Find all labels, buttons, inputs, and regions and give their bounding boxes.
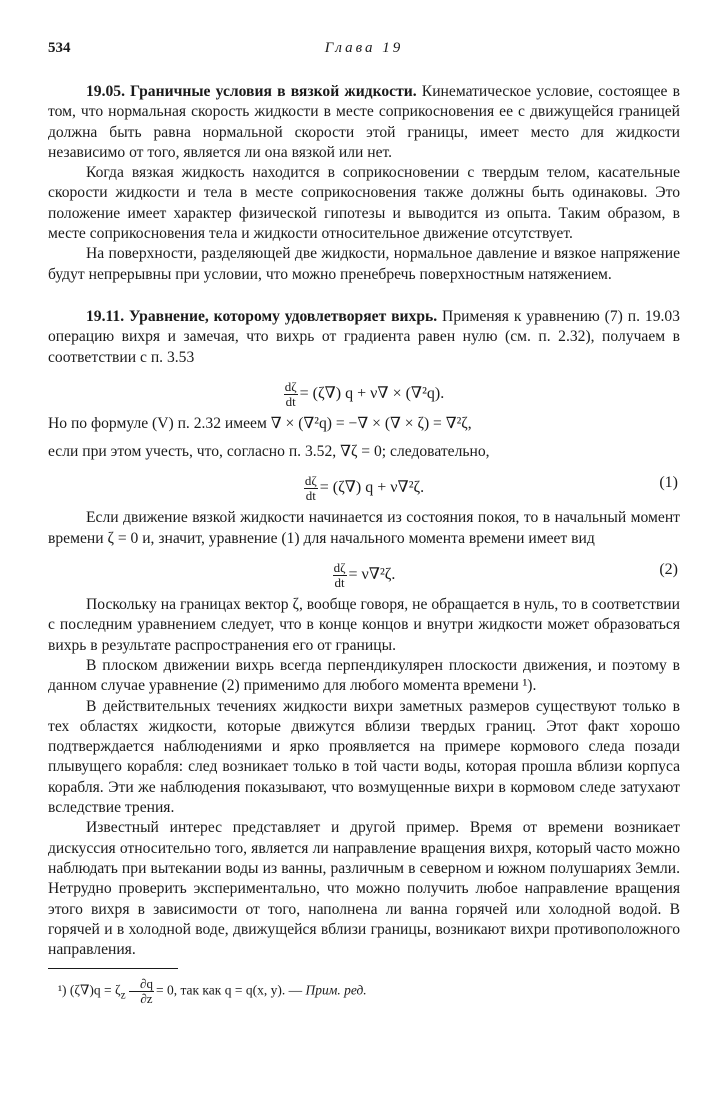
footnote <box>48 977 680 1006</box>
fraction: $\frac{\partial q}{\partial z}$ <box>129 977 154 1006</box>
footnote-text: = 0, так как q = q(x, y). — <box>155 982 306 998</box>
page <box>48 40 680 1006</box>
footnote-marker: ¹) <box>58 982 67 998</box>
equation-line: если при этом учесть, что, согласно п. 3.52, ∇ζ = 0; следовательно, <box>48 443 490 461</box>
footnote-note: Прим. ред. <box>305 982 367 998</box>
chapter-title: Глава 19 <box>324 40 404 56</box>
footnote-rule <box>48 968 178 969</box>
equation-text: = (ζ∇) q + ν∇²ζ. <box>319 479 425 497</box>
fraction: $\frac{d\zeta}{dt}$ <box>304 473 317 504</box>
fraction: $\frac{d\zeta}{dt}$ <box>284 378 297 409</box>
footnote-subscript: z <box>120 989 126 1002</box>
section-19-11-paragraph <box>48 307 680 368</box>
paragraph: В плоском движении вихрь всегда перпендикулярен плоскости движения, и поэтому в данном случае уравнение (2) применимо для любого момента времени ¹). <box>48 656 680 695</box>
page-header <box>48 40 680 62</box>
paragraph-text: Применяя к уравнению (7) п. 19.03 операцию вихря и замечая, что вихрь от градиента равен нулю (см. п. 2.32), получаем в соответствии с п. 3.53 <box>48 307 680 366</box>
equation-2 <box>48 557 680 591</box>
paragraph: Когда вязкая жидкость находится в соприкосновении с твердым телом, касательные скорости жидкости и тела в месте соприкосновения также должны быть одинаковы. Это положение имеет характер физической гипотезы и выводится из опыта. Таким образом, в месте соприкосновения тела и жидкости относительное движение отсутствует. <box>48 164 680 243</box>
paragraph: Поскольку на границах вектор ζ, вообще говоря, не обращается в нуль, то в соответствии с последним уравнением следует, что в конце концов и внутри жидкости может образоваться вихрь в результате распространения его от границы. <box>48 596 680 654</box>
equation-label: (1) <box>659 474 678 492</box>
equation-1 <box>48 470 680 504</box>
footnote-formula: (ζ∇)q = ζ <box>69 982 121 998</box>
equation-label: (2) <box>659 561 678 579</box>
page-number: 534 <box>48 40 71 56</box>
paragraph: На поверхности, разделяющей две жидкости, нормальное давление и вязкое напряжение будут непрерывны при условии, что можно пренебречь поверхностным натяжением. <box>48 245 680 283</box>
section-heading: 19.05. Граничные условия в вязкой жидкости. <box>86 83 417 100</box>
paragraph: Известный интерес представляет и другой пример. Время от времени возникает дискуссия относительно того, является ли направление вращения вихря, который часто можно наблюдать при вытекании воды из ванны, различным в северном и южном полушариях Земли. Нетрудно проверить экспериментально, что можно получить любое направление вращения этого вихря в зависимости от того, наполнена ли ванна горячей или холодной водой. В горячей и в холодной воде, движущейся вблизи границы, возникают вихри противоположного направления. <box>48 819 680 959</box>
fraction: $\frac{d\zeta}{dt}$ <box>333 560 346 591</box>
paragraph-text: Кинематическое условие, состоящее в том, что нормальная скорость жидкости в месте соприкосновения ее с движущейся границей должна быть равна нормальной скорости этой границы, имеет место для жидкости независимо от того, является ли она вязкой или нет. <box>48 83 680 161</box>
equation-text: = ν∇²ζ. <box>348 566 396 584</box>
paragraph: В действительных течениях жидкости вихри заметных размеров существуют только в тех областях жидкости, которые движутся вблизи твердых границ. Этот факт хорошо подтверждается наблюдениями и ярко проявляется на примере кормового следа позади плывущего корабля: след возникает только в той части воды, которая прошла вблизи корпуса корабля. Эти же наблюдения показывают, что возмущенные вихри в кормовом следе затухают вследствие трения. <box>48 697 680 817</box>
section-heading: 19.11. Уравнение, которому удовлетворяет вихрь. <box>86 307 438 325</box>
equation-text: = (ζ∇) q + ν∇ × (∇²q). <box>299 385 445 403</box>
paragraph: Если движение вязкой жидкости начинается из состояния покоя, то в начальный момент времени ζ = 0 и, значит, уравнение (1) для начального момента времени имеет вид <box>48 509 680 547</box>
section-19-05-paragraph <box>48 82 680 163</box>
equation-unnumbered <box>48 376 680 409</box>
equation-line: Но по формуле (V) п. 2.32 имеем ∇ × (∇²q) = −∇ × (∇ × ζ) = ∇²ζ, <box>48 414 472 432</box>
